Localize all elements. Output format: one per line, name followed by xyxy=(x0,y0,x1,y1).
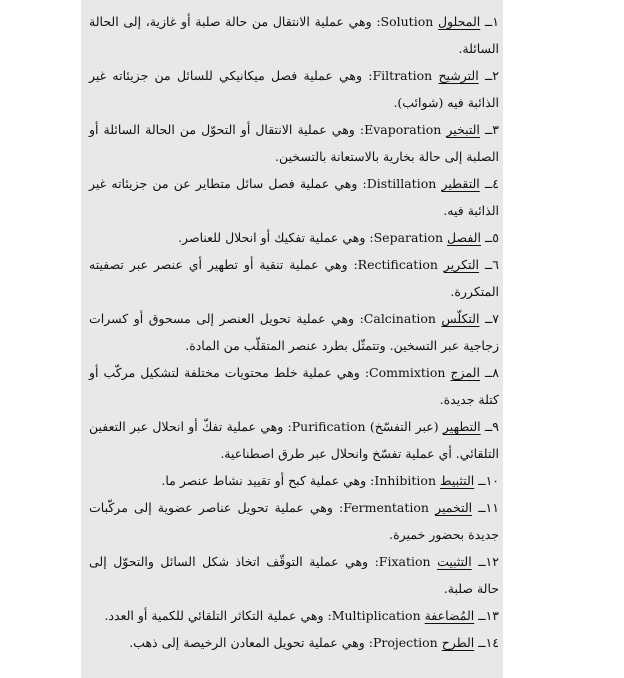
latin-term: Filtration xyxy=(372,68,433,83)
term: المُضاعفة xyxy=(424,608,475,623)
glossary-entry: ٦ــ التكرير Rectification: وهي عملية تنقية أو تطهير أي عنصر عبر تصفيته المتكررة. xyxy=(89,257,499,299)
glossary-entry: ١٠ــ التثبيط Inhibition: وهي عملية كبح أو تقييد نشاط عنصر ما. xyxy=(161,473,499,488)
term-qualifier: (عبر التفسّخ) xyxy=(365,419,443,434)
latin-term: Inhibition xyxy=(374,473,437,488)
glossary-entry: ٢ــ الترشيح Filtration: وهي عملية فصل ميكانيكي للسائل من جزيئاته غير الذائبة فيه (شوائب). xyxy=(89,68,499,110)
definition: : وهي عملية التوقّف اتخاذ شكل السائل والتحوّل إلى حالة صلبة. xyxy=(89,554,499,596)
definition: : وهي عملية فصل ميكانيكي للسائل من جزيئاته غير الذائبة فيه (شوائب). xyxy=(89,68,499,110)
definition: : وهي عملية كبح أو تقييد نشاط عنصر ما. xyxy=(161,473,375,488)
glossary-entry: ١٤ــ الطرح Projection: وهي عملية تحويل المعادن الرخيصة إلى ذهب. xyxy=(129,635,499,650)
latin-term: Evaporation xyxy=(364,122,442,137)
latin-term: Commixtion xyxy=(369,365,446,380)
term: المزج xyxy=(450,365,480,380)
latin-term: Projection xyxy=(372,635,438,650)
term: الفصل xyxy=(447,230,481,245)
definition: : وهي عملية الانتقال من حالة صلبة أو غازية، إلى الحالة السائلة. xyxy=(89,14,499,56)
latin-term: Solution xyxy=(380,14,434,29)
term: التكلّس xyxy=(441,311,480,326)
latin-term: Rectification xyxy=(357,257,438,272)
term: التطهير xyxy=(442,419,481,434)
definition: : وهي عملية تحويل عناصر عضوية إلى مركّبات جديدة بحضور خميرة. xyxy=(89,500,499,542)
definition: : وهي عملية التكاثر التلقائي للكمية أو العدد. xyxy=(104,608,332,623)
glossary-entry: ١٣ــ المُضاعفة Multiplication: وهي عملية التكاثر التلقائي للكمية أو العدد. xyxy=(104,608,499,623)
latin-term: Multiplication xyxy=(331,608,421,623)
definition: : وهي عملية تفكّ أو انحلال عبر التعفين التلقائي. أي عملية تفسّخ وانحلال عبر طرق اصطناعية. xyxy=(89,419,499,461)
glossary-entry: ١ــ المحلول Solution: وهي عملية الانتقال من حالة صلبة أو غازية، إلى الحالة السائلة. xyxy=(89,14,499,56)
term: المحلول xyxy=(437,14,481,29)
term: التبخير xyxy=(446,122,480,137)
definition: : وهي عملية تحويل المعادن الرخيصة إلى ذهب. xyxy=(129,635,373,650)
glossary-entry: ٤ــ التقطير Distillation: وهي عملية فصل سائل متطاير عن من جزيئاته غير الذائبة فيه. xyxy=(89,176,499,218)
term: الطرح xyxy=(441,635,475,650)
latin-term: Distillation xyxy=(366,176,437,191)
glossary-entry: ٧ــ التكلّس Calcination: وهي عملية تحويل العنصر إلى مسحوق أو كسرات زجاجية عبر التسخين. وتتمثّل بطرد عنصر المتقلّب من المادة. xyxy=(89,311,499,353)
latin-term: Purification xyxy=(291,419,366,434)
term: الترشيح xyxy=(438,68,479,83)
latin-term: Calcination xyxy=(363,311,436,326)
definition: : وهي عملية الانتقال أو التحوّل من الحالة السائلة أو الصلبة إلى حالة بخارية بالاستعانة بالتسخين. xyxy=(89,122,499,164)
definition: : وهي عملية تحويل العنصر إلى مسحوق أو كسرات زجاجية عبر التسخين. وتتمثّل بطرد عنصر المتقلّب من المادة. xyxy=(89,311,499,353)
latin-term: Fermentation xyxy=(343,500,429,515)
term: التخمير xyxy=(435,500,473,515)
glossary-entry: ٣ــ التبخير Evaporation: وهي عملية الانتقال أو التحوّل من الحالة السائلة أو الصلبة إلى حالة بخارية بالاستعانة بالتسخين. xyxy=(89,122,499,164)
definition: : وهي عملية تفكيك أو انحلال للعناصر. xyxy=(178,230,374,245)
latin-term: Fixation xyxy=(378,554,431,569)
glossary-entry: ٥ــ الفصل Separation: وهي عملية تفكيك أو انحلال للعناصر. xyxy=(178,230,499,245)
definition: : وهي عملية فصل سائل متطاير عن من جزيئاته غير الذائبة فيه. xyxy=(89,176,499,218)
term: التثبيت xyxy=(437,554,472,569)
glossary-list xyxy=(89,8,499,656)
document-page xyxy=(81,0,503,678)
glossary-entry: ٩ــ التطهير (عبر التفسّخ) Purification: وهي عملية تفكّ أو انحلال عبر التعفين التلقائي. أي عملية تفسّخ وانحلال عبر طرق اصطناعية. xyxy=(89,419,499,461)
latin-term: Separation xyxy=(373,230,444,245)
definition: : وهي عملية خلط محتويات مختلفة لتشكيل مركّب أو كتلة جديدة. xyxy=(89,365,499,407)
term: التقطير xyxy=(441,176,480,191)
glossary-entry: ١١ــ التخمير Fermentation: وهي عملية تحويل عناصر عضوية إلى مركّبات جديدة بحضور خميرة. xyxy=(89,500,499,542)
definition: : وهي عملية تنقية أو تطهير أي عنصر عبر تصفيته المتكررة. xyxy=(89,257,499,299)
term: التثبيط xyxy=(440,473,475,488)
term: التكرير xyxy=(443,257,480,272)
glossary-entry: ١٢ــ التثبيت Fixation: وهي عملية التوقّف اتخاذ شكل السائل والتحوّل إلى حالة صلبة. xyxy=(89,554,499,596)
glossary-entry: ٨ــ المزج Commixtion: وهي عملية خلط محتويات مختلفة لتشكيل مركّب أو كتلة جديدة. xyxy=(89,365,499,407)
